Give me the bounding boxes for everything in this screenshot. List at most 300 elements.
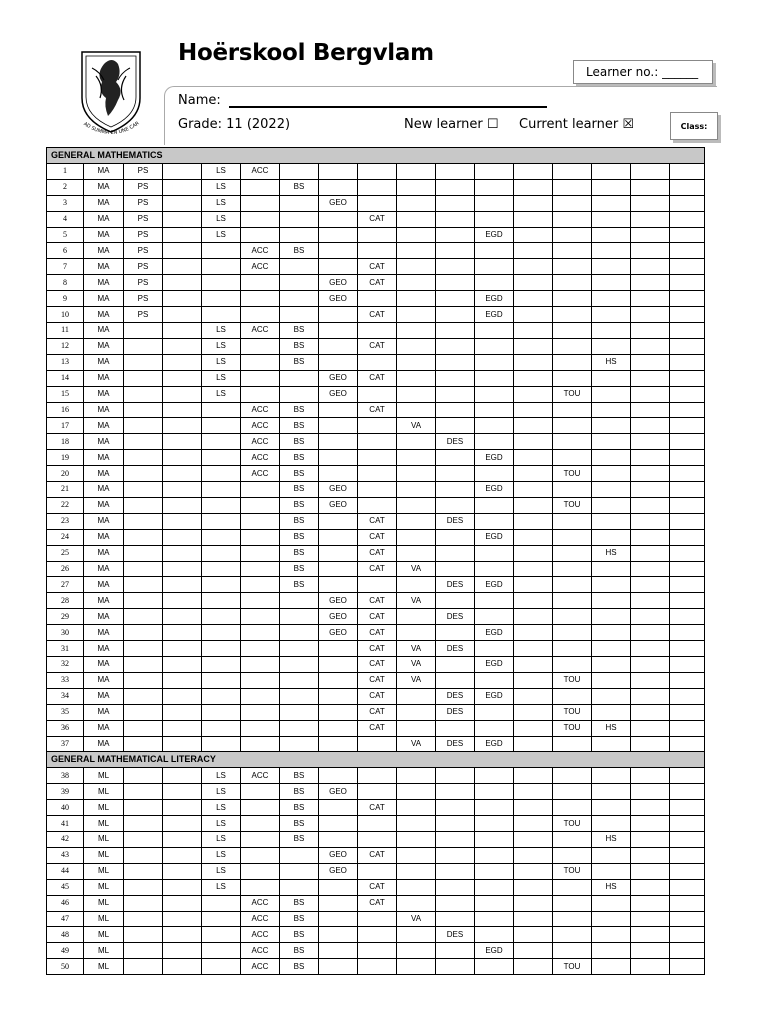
option-number-cell: 38 — [47, 768, 84, 784]
subject-cell — [514, 450, 553, 466]
subject-cell — [475, 911, 514, 927]
subject-cell: BS — [280, 561, 319, 577]
option-number-cell: 2 — [47, 179, 84, 195]
subject-cell — [436, 195, 475, 211]
school-name: Hoërskool Bergvlam — [178, 40, 434, 66]
table-row[interactable] — [47, 322, 705, 338]
subject-cell — [124, 609, 163, 625]
table-row[interactable] — [47, 927, 705, 943]
subject-cell — [670, 736, 705, 752]
subject-cell: MA — [84, 291, 124, 307]
table-row[interactable] — [47, 243, 705, 259]
subject-cell — [436, 943, 475, 959]
subject-cell — [514, 911, 553, 927]
subject-cell — [319, 641, 358, 657]
class-field[interactable] — [670, 112, 718, 140]
subject-cell: MA — [84, 736, 124, 752]
subject-cell — [553, 370, 592, 386]
subject-cell — [475, 593, 514, 609]
table-row[interactable] — [47, 450, 705, 466]
subject-cell — [241, 577, 280, 593]
subject-cell — [436, 784, 475, 800]
table-row[interactable] — [47, 466, 705, 482]
subject-cell: LS — [202, 800, 241, 816]
subject-cell — [163, 561, 202, 577]
subject-cell — [163, 545, 202, 561]
subject-cell — [475, 847, 514, 863]
current-learner-label: Current learner — [519, 117, 619, 132]
subject-cell — [631, 736, 670, 752]
subject-cell — [319, 227, 358, 243]
subject-cell — [670, 291, 705, 307]
option-number-cell: 12 — [47, 338, 84, 354]
subject-cell — [553, 338, 592, 354]
subject-cell — [397, 577, 436, 593]
subject-cell: GEO — [319, 291, 358, 307]
subject-cell — [163, 418, 202, 434]
subject-cell — [592, 513, 631, 529]
table-row[interactable] — [47, 275, 705, 291]
table-row[interactable] — [47, 816, 705, 832]
table-row[interactable] — [47, 625, 705, 641]
subject-cell — [241, 195, 280, 211]
subject-cell — [163, 275, 202, 291]
subject-cell — [319, 243, 358, 259]
subject-cell — [202, 720, 241, 736]
subject-cell — [553, 561, 592, 577]
subject-cell — [163, 450, 202, 466]
subject-cell — [241, 513, 280, 529]
table-row[interactable] — [47, 672, 705, 688]
subject-cell — [241, 593, 280, 609]
subject-cell — [631, 179, 670, 195]
subject-cell — [631, 545, 670, 561]
table-row[interactable] — [47, 784, 705, 800]
subject-cell — [475, 338, 514, 354]
subject-cell — [124, 816, 163, 832]
subject-cell — [592, 959, 631, 975]
table-row[interactable] — [47, 943, 705, 959]
subject-cell: VA — [397, 672, 436, 688]
subject-cell — [397, 816, 436, 832]
subject-cell: GEO — [319, 386, 358, 402]
option-number-cell: 7 — [47, 259, 84, 275]
option-number-cell: 39 — [47, 784, 84, 800]
subject-cell — [358, 386, 397, 402]
subject-cell — [514, 482, 553, 498]
new-learner-checkbox[interactable]: ☐ — [486, 117, 499, 132]
subject-cell — [202, 704, 241, 720]
subject-cell — [592, 259, 631, 275]
subject-cell — [670, 831, 705, 847]
subject-cell — [670, 163, 705, 179]
subject-cell: MA — [84, 545, 124, 561]
subject-cell — [475, 211, 514, 227]
subject-cell — [592, 307, 631, 323]
subject-cell: LS — [202, 768, 241, 784]
subject-cell: GEO — [319, 847, 358, 863]
subject-cell: TOU — [553, 720, 592, 736]
logo-motto: AD SUMMA EN UNE CAR — [82, 120, 141, 137]
subject-cell — [280, 259, 319, 275]
subject-cell: TOU — [553, 466, 592, 482]
table-row[interactable] — [47, 593, 705, 609]
subject-cell: BS — [280, 338, 319, 354]
subject-cell: ML — [84, 800, 124, 816]
subject-cell — [514, 211, 553, 227]
subject-cell — [280, 227, 319, 243]
subject-cell: GEO — [319, 195, 358, 211]
subject-cell — [397, 768, 436, 784]
subject-cell: CAT — [358, 545, 397, 561]
table-row[interactable] — [47, 704, 705, 720]
subject-cell: TOU — [553, 672, 592, 688]
subject-cell — [397, 163, 436, 179]
subject-cell — [514, 370, 553, 386]
subject-cell — [280, 657, 319, 673]
subject-cell: TOU — [553, 863, 592, 879]
subject-cell — [475, 959, 514, 975]
subject-cell — [319, 466, 358, 482]
subject-cell: VA — [397, 561, 436, 577]
table-row[interactable] — [47, 513, 705, 529]
option-number-cell: 1 — [47, 163, 84, 179]
subject-cell — [631, 863, 670, 879]
subject-cell — [124, 863, 163, 879]
subject-cell: VA — [397, 911, 436, 927]
subject-cell — [592, 163, 631, 179]
subject-cell — [436, 163, 475, 179]
subject-cell — [670, 863, 705, 879]
option-number-cell: 22 — [47, 497, 84, 513]
new-learner-option[interactable] — [404, 117, 499, 132]
subject-cell — [592, 577, 631, 593]
subject-cell: CAT — [358, 259, 397, 275]
subject-cell — [553, 688, 592, 704]
subject-cell — [319, 529, 358, 545]
subject-cell: DES — [436, 577, 475, 593]
subject-cell — [670, 227, 705, 243]
subject-cell — [670, 259, 705, 275]
subject-cell: EGD — [475, 657, 514, 673]
subject-cell: GEO — [319, 784, 358, 800]
subject-cell — [475, 195, 514, 211]
subject-cell: BS — [280, 466, 319, 482]
subject-cell: BS — [280, 513, 319, 529]
option-number-cell: 29 — [47, 609, 84, 625]
subject-cell — [631, 895, 670, 911]
subject-cell — [163, 657, 202, 673]
subject-cell — [514, 545, 553, 561]
table-row[interactable] — [47, 847, 705, 863]
subject-cell — [358, 163, 397, 179]
table-row[interactable] — [47, 863, 705, 879]
subject-cell — [397, 354, 436, 370]
subject-cell — [397, 927, 436, 943]
subject-cell — [397, 307, 436, 323]
name-row — [178, 93, 547, 108]
subject-cell — [358, 736, 397, 752]
subject-cell — [397, 243, 436, 259]
table-row[interactable] — [47, 736, 705, 752]
subject-cell — [202, 943, 241, 959]
subject-cell — [514, 609, 553, 625]
table-row[interactable] — [47, 259, 705, 275]
subject-cell — [241, 482, 280, 498]
subject-cell — [202, 418, 241, 434]
table-row[interactable] — [47, 354, 705, 370]
table-row[interactable] — [47, 831, 705, 847]
subject-cell — [202, 927, 241, 943]
subject-cell — [436, 275, 475, 291]
table-row[interactable] — [47, 657, 705, 673]
table-row[interactable] — [47, 338, 705, 354]
subject-cell — [475, 275, 514, 291]
subject-cell — [670, 322, 705, 338]
subject-cell — [202, 497, 241, 513]
subject-cell — [163, 513, 202, 529]
subject-cell — [514, 275, 553, 291]
option-number-cell: 48 — [47, 927, 84, 943]
table-row[interactable] — [47, 959, 705, 975]
subject-cell — [163, 736, 202, 752]
subject-cell — [631, 816, 670, 832]
subject-cell — [202, 513, 241, 529]
subject-cell — [202, 243, 241, 259]
subject-cell — [436, 816, 475, 832]
subject-cell — [163, 959, 202, 975]
subject-cell — [670, 943, 705, 959]
subject-cell: DES — [436, 609, 475, 625]
subject-cell — [631, 831, 670, 847]
learner-number-field[interactable] — [573, 60, 713, 84]
table-row[interactable] — [47, 418, 705, 434]
subject-cell — [319, 211, 358, 227]
subject-cell — [163, 211, 202, 227]
subject-cell: HS — [592, 545, 631, 561]
subject-cell — [475, 816, 514, 832]
table-row[interactable] — [47, 370, 705, 386]
subject-cell — [124, 736, 163, 752]
subject-cell — [319, 354, 358, 370]
table-row[interactable] — [47, 211, 705, 227]
subject-cell — [436, 338, 475, 354]
subject-cell — [553, 593, 592, 609]
subject-cell — [670, 243, 705, 259]
subject-cell — [319, 418, 358, 434]
table-row[interactable] — [47, 609, 705, 625]
subject-cell — [514, 179, 553, 195]
option-number-cell: 47 — [47, 911, 84, 927]
subject-cell — [280, 641, 319, 657]
subject-cell: MA — [84, 227, 124, 243]
subject-cell — [397, 879, 436, 895]
table-row[interactable] — [47, 402, 705, 418]
subject-cell — [436, 322, 475, 338]
table-row[interactable] — [47, 291, 705, 307]
subject-cell — [163, 625, 202, 641]
subject-cell — [514, 847, 553, 863]
subject-cell — [436, 911, 475, 927]
subject-cell — [124, 895, 163, 911]
subject-cell — [631, 211, 670, 227]
subject-cell — [163, 354, 202, 370]
subject-cell — [163, 243, 202, 259]
subject-cell — [670, 545, 705, 561]
subject-cell — [397, 466, 436, 482]
table-row[interactable] — [47, 641, 705, 657]
subject-cell — [631, 307, 670, 323]
subject-cell — [163, 434, 202, 450]
subject-cell: LS — [202, 879, 241, 895]
subject-cell — [592, 641, 631, 657]
subject-cell — [241, 641, 280, 657]
subject-cell — [202, 959, 241, 975]
subject-cell — [280, 847, 319, 863]
table-row[interactable] — [47, 163, 705, 179]
subject-cell — [241, 211, 280, 227]
subject-cell — [358, 927, 397, 943]
table-row[interactable] — [47, 307, 705, 323]
name-input-line[interactable] — [229, 94, 547, 108]
subject-cell — [124, 513, 163, 529]
subject-cell — [553, 641, 592, 657]
subject-cell — [358, 354, 397, 370]
subject-cell — [202, 275, 241, 291]
subject-cell: EGD — [475, 943, 514, 959]
subject-cell: PS — [124, 259, 163, 275]
table-row[interactable] — [47, 497, 705, 513]
subject-cell: ACC — [241, 434, 280, 450]
subject-cell — [163, 720, 202, 736]
subject-cell — [241, 688, 280, 704]
current-learner-checkbox[interactable]: ☒ — [622, 117, 635, 132]
option-number-cell: 34 — [47, 688, 84, 704]
subject-cell — [319, 402, 358, 418]
subject-cell — [631, 879, 670, 895]
subject-cell — [670, 879, 705, 895]
subject-cell: BS — [280, 482, 319, 498]
subject-cell — [631, 959, 670, 975]
subject-cell — [670, 816, 705, 832]
subject-cell — [280, 195, 319, 211]
subject-cell — [670, 370, 705, 386]
option-number-cell: 36 — [47, 720, 84, 736]
subject-cell — [553, 227, 592, 243]
subject-cell — [436, 625, 475, 641]
subject-cell — [319, 450, 358, 466]
subject-cell — [670, 418, 705, 434]
table-row[interactable] — [47, 561, 705, 577]
subject-cell — [514, 577, 553, 593]
subject-cell — [670, 434, 705, 450]
subject-cell — [475, 243, 514, 259]
subject-cell — [280, 672, 319, 688]
table-row[interactable] — [47, 482, 705, 498]
subject-cell — [475, 863, 514, 879]
subject-cell — [514, 768, 553, 784]
subject-cell — [475, 418, 514, 434]
table-row[interactable] — [47, 545, 705, 561]
subject-cell — [631, 163, 670, 179]
table-row[interactable] — [47, 195, 705, 211]
subject-cell — [397, 800, 436, 816]
table-row[interactable] — [47, 800, 705, 816]
subject-cell — [670, 497, 705, 513]
subject-cell — [670, 704, 705, 720]
subject-cell — [124, 482, 163, 498]
subject-cell — [631, 497, 670, 513]
subject-cell — [592, 402, 631, 418]
subject-cell: DES — [436, 641, 475, 657]
table-row[interactable] — [47, 879, 705, 895]
subject-cell: BS — [280, 497, 319, 513]
subject-cell — [592, 243, 631, 259]
table-row[interactable] — [47, 911, 705, 927]
subject-cell — [553, 577, 592, 593]
table-row[interactable] — [47, 529, 705, 545]
subject-cell — [397, 275, 436, 291]
subject-cell: BS — [280, 911, 319, 927]
subject-cell: HS — [592, 879, 631, 895]
table-row[interactable] — [47, 386, 705, 402]
current-learner-option[interactable] — [519, 117, 634, 132]
table-row[interactable] — [47, 179, 705, 195]
option-number-cell: 49 — [47, 943, 84, 959]
svg-text:AD SUMMA EN UNE CAR — [82, 120, 141, 136]
subject-cell — [241, 529, 280, 545]
subject-cell — [592, 179, 631, 195]
subject-cell — [280, 863, 319, 879]
subject-cell: BS — [280, 943, 319, 959]
subject-cell — [475, 641, 514, 657]
subject-cell — [163, 497, 202, 513]
subject-cell — [553, 657, 592, 673]
table-row[interactable] — [47, 895, 705, 911]
subject-cell: ML — [84, 847, 124, 863]
subject-cell — [514, 704, 553, 720]
table-row[interactable] — [47, 227, 705, 243]
subject-cell — [280, 275, 319, 291]
subject-cell — [163, 195, 202, 211]
subject-cell: MA — [84, 497, 124, 513]
subject-cell — [514, 354, 553, 370]
subject-cell — [553, 736, 592, 752]
subject-cell: PS — [124, 211, 163, 227]
subject-cell: BS — [280, 831, 319, 847]
table-row[interactable] — [47, 688, 705, 704]
table-row[interactable] — [47, 577, 705, 593]
subject-cell — [241, 625, 280, 641]
subject-cell — [163, 847, 202, 863]
subject-cell: GEO — [319, 593, 358, 609]
table-row[interactable] — [47, 720, 705, 736]
subject-cell: LS — [202, 195, 241, 211]
subject-cell — [553, 275, 592, 291]
option-number-cell: 14 — [47, 370, 84, 386]
subject-cell — [592, 561, 631, 577]
table-row[interactable] — [47, 768, 705, 784]
subject-cell — [475, 704, 514, 720]
subject-cell — [397, 847, 436, 863]
subject-cell — [592, 863, 631, 879]
subject-cell — [124, 466, 163, 482]
table-row[interactable] — [47, 434, 705, 450]
subject-cell — [592, 800, 631, 816]
option-number-cell: 42 — [47, 831, 84, 847]
subject-cell — [202, 529, 241, 545]
subject-cell — [475, 354, 514, 370]
